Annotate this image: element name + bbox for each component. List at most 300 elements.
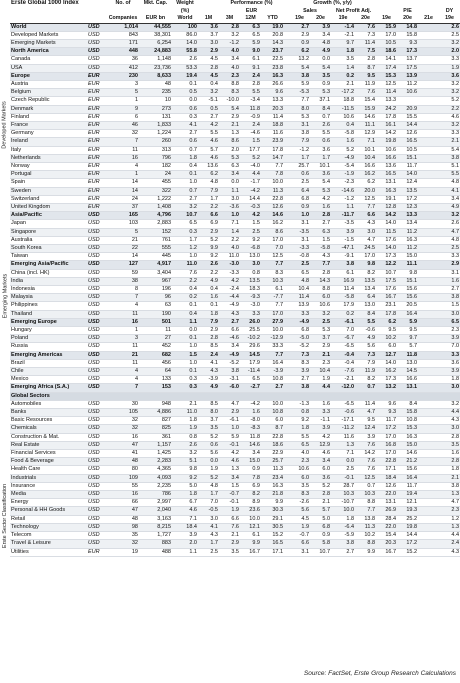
value-cell: 6.1 xyxy=(240,56,261,64)
value-cell xyxy=(219,392,240,400)
value-cell: 4.4 xyxy=(240,171,261,179)
value-cell xyxy=(418,261,439,269)
value-cell: 2.3 xyxy=(439,507,460,515)
value-cell: 9.5 xyxy=(355,72,376,80)
value-cell: 105 xyxy=(107,409,139,417)
value-cell: 4,917 xyxy=(139,261,172,269)
value-cell: 7.6 xyxy=(355,466,376,474)
row-label: Japan xyxy=(10,220,87,228)
value-cell xyxy=(418,171,439,179)
value-cell: 109 xyxy=(107,474,139,482)
value-cell: 1.3 xyxy=(219,130,240,138)
value-cell: 1.3 xyxy=(439,491,460,499)
value-cell: 273 xyxy=(139,105,172,113)
value-cell: -10.7 xyxy=(331,499,355,507)
value-cell: 16 xyxy=(107,154,139,162)
value-cell: 6.6 xyxy=(219,327,240,335)
header-weight-unit: (%) xyxy=(172,8,198,16)
value-cell: -3.1 xyxy=(219,376,240,384)
value-cell: 14.3 xyxy=(261,39,284,47)
table-row xyxy=(10,138,460,146)
index-table xyxy=(10,0,460,557)
value-cell: 4,796 xyxy=(139,212,172,220)
value-cell: 2.5 xyxy=(439,244,460,252)
value-cell: 22.9 xyxy=(261,450,284,458)
value-cell xyxy=(418,236,439,244)
row-label: Norway xyxy=(10,162,87,170)
value-cell xyxy=(418,376,439,384)
table-row xyxy=(10,425,460,433)
value-cell: 1.0 xyxy=(172,343,198,351)
value-cell: 11.6 xyxy=(261,130,284,138)
table-row xyxy=(10,228,460,236)
value-cell: 2.8 xyxy=(310,269,331,277)
value-cell: 3.8 xyxy=(439,482,460,490)
currency-cell: EUR xyxy=(87,89,107,97)
table-row xyxy=(10,146,460,154)
value-cell xyxy=(418,458,439,466)
value-cell: -8.3 xyxy=(240,425,261,433)
value-cell: 2.2 xyxy=(439,105,460,113)
value-cell: 12.4 xyxy=(397,179,418,187)
value-cell: 32 xyxy=(107,540,139,548)
value-cell: 13.0 xyxy=(355,302,376,310)
value-cell: 6.3 xyxy=(219,162,240,170)
value-cell: 1.7 xyxy=(310,154,331,162)
row-label: Philippines xyxy=(10,302,87,310)
row-label: Retail xyxy=(10,515,87,523)
value-cell: 3.2 xyxy=(310,310,331,318)
value-cell: 0.0 xyxy=(219,179,240,187)
value-cell: 6.5 xyxy=(289,269,310,277)
table-row xyxy=(10,56,460,64)
row-label: Technology xyxy=(10,523,87,531)
value-cell: 13.1 xyxy=(376,179,397,187)
value-cell: 15.6 xyxy=(397,286,418,294)
table-row xyxy=(10,64,460,72)
value-cell: -0.4 xyxy=(331,351,355,359)
table-row xyxy=(10,343,460,351)
value-cell: 15.9 xyxy=(355,105,376,113)
value-cell: -10.0 xyxy=(219,97,240,105)
value-cell xyxy=(397,392,418,400)
value-cell: 8.8 xyxy=(355,499,376,507)
value-cell: -6.5 xyxy=(331,400,355,408)
value-cell: 2.5 xyxy=(310,318,331,326)
value-cell: 17.0 xyxy=(355,253,376,261)
currency-cell: USD xyxy=(87,491,107,499)
value-cell: 196 xyxy=(139,286,172,294)
value-cell: 14.2 xyxy=(376,130,397,138)
header-weight: Weight xyxy=(172,0,198,8)
value-cell xyxy=(418,146,439,154)
value-cell: -0.1 xyxy=(331,474,355,482)
currency-cell: EUR xyxy=(87,105,107,113)
value-cell: 2.7 xyxy=(172,195,198,203)
value-cell: 5.2 xyxy=(198,236,219,244)
row-label: Asia/Pacific xyxy=(10,212,87,220)
value-cell: 6.0 xyxy=(261,417,284,425)
value-cell xyxy=(418,441,439,449)
value-cell: 3.0 xyxy=(219,195,240,203)
value-cell: 0.7 xyxy=(172,187,198,195)
value-cell: -5.9 xyxy=(331,532,355,540)
value-cell: 8.3 xyxy=(261,269,284,277)
value-cell: 6.5 xyxy=(439,318,460,326)
value-cell: 13.0 xyxy=(240,253,261,261)
value-cell: 0.3 xyxy=(172,113,198,121)
value-cell: 25.7 xyxy=(261,458,284,466)
value-cell: 2.7 xyxy=(289,376,310,384)
value-cell: 8.8 xyxy=(219,80,240,88)
value-cell: 13.7 xyxy=(397,56,418,64)
currency-cell: USD xyxy=(87,39,107,47)
value-cell: 5 xyxy=(107,228,139,236)
aggregate-row xyxy=(10,261,460,269)
table-row xyxy=(10,499,460,507)
value-cell: 5.7 xyxy=(397,343,418,351)
header-growth: Growth (%, y/y) xyxy=(289,0,376,8)
value-cell: 5.2 xyxy=(310,482,331,490)
value-cell: 2.2 xyxy=(198,269,219,277)
value-cell: 13.3 xyxy=(397,212,418,220)
value-cell: 4.3 xyxy=(310,253,331,261)
value-cell: 9.5 xyxy=(355,417,376,425)
value-cell: 12.9 xyxy=(310,441,331,449)
value-cell: 19.8 xyxy=(397,523,418,531)
value-cell: 13.5 xyxy=(240,277,261,285)
value-cell: 17.0 xyxy=(376,31,397,39)
value-cell: 15.6 xyxy=(397,466,418,474)
table-row xyxy=(10,532,460,540)
value-cell: 6.0 xyxy=(310,294,331,302)
value-cell: 6.2 xyxy=(355,179,376,187)
value-cell: 8.3 xyxy=(289,359,310,367)
value-cell: 1,222 xyxy=(139,195,172,203)
row-label: World xyxy=(10,23,87,31)
value-cell: 2.6 xyxy=(172,441,198,449)
value-cell: 3.6 xyxy=(310,171,331,179)
value-cell: 0.5 xyxy=(198,105,219,113)
value-cell: -0.7 xyxy=(289,532,310,540)
value-cell: 13.5 xyxy=(355,277,376,285)
currency-cell: EUR xyxy=(87,187,107,195)
currency-cell: USD xyxy=(87,64,107,72)
value-cell: 7.9 xyxy=(289,138,310,146)
value-cell: -3.5 xyxy=(289,228,310,236)
value-cell: 2.1 xyxy=(219,121,240,129)
currency-cell: USD xyxy=(87,433,107,441)
value-cell: 19.1 xyxy=(376,195,397,203)
value-cell: 11.2 xyxy=(397,228,418,236)
value-cell: 0.7 xyxy=(355,384,376,392)
value-cell: 10.6 xyxy=(289,466,310,474)
value-cell: 171 xyxy=(107,39,139,47)
value-cell: -0.1 xyxy=(219,441,240,449)
value-cell: -3.9 xyxy=(198,376,219,384)
value-cell: 13.3 xyxy=(376,97,397,105)
value-cell: 2.7 xyxy=(289,23,310,31)
value-cell: 1,425 xyxy=(139,450,172,458)
value-cell: 5.5 xyxy=(439,171,460,179)
value-cell: 3.3 xyxy=(310,409,331,417)
value-cell: 7.7 xyxy=(355,203,376,211)
value-cell: 7.1 xyxy=(331,450,355,458)
value-cell: 6.5 xyxy=(289,441,310,449)
value-cell: 1 xyxy=(107,97,139,105)
value-cell: 12.7 xyxy=(376,351,397,359)
row-label: Travel & Leisure xyxy=(10,540,87,548)
value-cell: 2,235 xyxy=(139,482,172,490)
value-cell: 22.8 xyxy=(261,433,284,441)
value-cell: 825 xyxy=(139,425,172,433)
value-cell: 10.0 xyxy=(331,507,355,515)
value-cell: 1.8 xyxy=(172,154,198,162)
value-cell: 16.7 xyxy=(376,294,397,302)
row-label: Austria xyxy=(10,80,87,88)
value-cell: 883 xyxy=(139,540,172,548)
region-sidebar xyxy=(0,23,10,666)
value-cell: 14.0 xyxy=(376,220,397,228)
value-cell: 2.4 xyxy=(240,72,261,80)
value-cell: 3.8 xyxy=(439,294,460,302)
value-cell: 4.0 xyxy=(219,244,240,252)
value-cell: 4.9 xyxy=(310,48,331,56)
value-cell: 10.8 xyxy=(261,376,284,384)
value-cell: 6.0 xyxy=(310,466,331,474)
currency-cell: EUR xyxy=(87,162,107,170)
table-row xyxy=(10,171,460,179)
value-cell: 1.0 xyxy=(289,212,310,220)
value-cell xyxy=(418,368,439,376)
value-cell: -4.4 xyxy=(219,294,240,302)
value-cell: 0.9 xyxy=(310,532,331,540)
value-cell: -4.6 xyxy=(240,130,261,138)
currency-cell: EUR xyxy=(87,130,107,138)
value-cell: 8.7 xyxy=(261,425,284,433)
value-cell: -6.0 xyxy=(219,384,240,392)
value-cell: 3.7 xyxy=(198,31,219,39)
value-cell: 5.2 xyxy=(439,97,460,105)
value-cell: 1.2 xyxy=(172,244,198,252)
value-cell: 6.2 xyxy=(289,48,310,56)
value-cell: 11 xyxy=(107,359,139,367)
row-label: United Kingdom xyxy=(10,203,87,211)
value-cell: 15.4 xyxy=(355,97,376,105)
row-label: Emerging Asia/Pacific xyxy=(10,261,87,269)
value-cell: 38 xyxy=(107,277,139,285)
value-cell xyxy=(418,269,439,277)
value-cell: 12.5 xyxy=(376,80,397,88)
value-cell: -5.8 xyxy=(331,294,355,302)
value-cell: 3.2 xyxy=(219,31,240,39)
source-note: Source: FactSet, Erste Group Research Calculations xyxy=(303,670,456,677)
value-cell: 15.5 xyxy=(397,113,418,121)
value-cell: 2.7 xyxy=(261,384,284,392)
value-cell: 3.6 xyxy=(310,146,331,154)
value-cell: 2.7 xyxy=(439,286,460,294)
value-cell: 5.5 xyxy=(198,130,219,138)
aggregate-row xyxy=(10,212,460,220)
value-cell: 17.0 xyxy=(376,433,397,441)
value-cell: 412 xyxy=(107,64,139,72)
value-cell: 17.5 xyxy=(376,277,397,285)
value-cell: 0.5 xyxy=(172,89,198,97)
value-cell: 1.4 xyxy=(219,228,240,236)
value-cell: 4.5 xyxy=(198,56,219,64)
value-cell xyxy=(418,121,439,129)
value-cell: 1,157 xyxy=(139,441,172,449)
value-cell: 8,633 xyxy=(139,72,172,80)
row-label: Europe xyxy=(10,72,87,80)
value-cell: 1.4 xyxy=(331,64,355,72)
value-cell: 2,997 xyxy=(139,499,172,507)
value-cell: 2.3 xyxy=(289,458,310,466)
currency-cell: USD xyxy=(87,335,107,343)
currency-cell: USD xyxy=(87,384,107,392)
value-cell: 3 xyxy=(107,335,139,343)
table-row xyxy=(10,179,460,187)
value-cell xyxy=(418,310,439,318)
value-cell xyxy=(418,187,439,195)
value-cell: 3.2 xyxy=(439,121,460,129)
value-cell: 15.4 xyxy=(376,532,397,540)
value-cell: 23.7 xyxy=(261,48,284,56)
value-cell: 7.7 xyxy=(261,302,284,310)
value-cell: 0.2 xyxy=(331,310,355,318)
value-cell: 15.9 xyxy=(376,23,397,31)
currency-cell: USD xyxy=(87,376,107,384)
value-cell: 15.1 xyxy=(397,154,418,162)
row-label: Utilities xyxy=(10,548,87,556)
value-cell: 1.5 xyxy=(439,302,460,310)
value-cell: -1.5 xyxy=(331,236,355,244)
value-cell: 11.4 xyxy=(355,39,376,47)
value-cell: 32 xyxy=(107,417,139,425)
value-cell: 2.9 xyxy=(198,327,219,335)
value-cell: 14.0 xyxy=(172,39,198,47)
currency-cell xyxy=(87,392,107,400)
table-row xyxy=(10,130,460,138)
value-cell: 0.0 xyxy=(310,56,331,64)
value-cell: 456 xyxy=(139,359,172,367)
row-label: France xyxy=(10,121,87,129)
value-cell: 9.2 xyxy=(172,474,198,482)
value-cell: 17.8 xyxy=(376,310,397,318)
value-cell: 7.3 xyxy=(355,351,376,359)
value-cell: -3.5 xyxy=(331,220,355,228)
value-cell: 3.6 xyxy=(310,474,331,482)
value-cell xyxy=(240,392,261,400)
value-cell: 10.0 xyxy=(261,400,284,408)
value-cell: 7.5 xyxy=(355,48,376,56)
row-label: India xyxy=(10,277,87,285)
currency-cell: USD xyxy=(87,359,107,367)
value-cell: 4.8 xyxy=(310,39,331,47)
value-cell: 100 xyxy=(172,23,198,31)
value-cell: 2.6 xyxy=(172,56,198,64)
value-cell: 18.6 xyxy=(376,48,397,56)
value-cell: 24 xyxy=(107,195,139,203)
value-cell: 501 xyxy=(139,318,172,326)
value-cell: 6.1 xyxy=(331,269,355,277)
value-cell: 5.3 xyxy=(310,89,331,97)
value-cell: 3.4 xyxy=(240,450,261,458)
row-label: Industrials xyxy=(10,474,87,482)
table-row xyxy=(10,195,460,203)
value-cell: 6.6 xyxy=(219,515,240,523)
value-cell: 11.4 xyxy=(355,400,376,408)
value-cell: 6.5 xyxy=(240,376,261,384)
row-label: Poland xyxy=(10,335,87,343)
value-cell: -0.6 xyxy=(355,327,376,335)
value-cell xyxy=(418,318,439,326)
value-cell xyxy=(418,474,439,482)
value-cell: 12.2 xyxy=(376,261,397,269)
value-cell: 843 xyxy=(107,31,139,39)
value-cell: 6.2 xyxy=(198,171,219,179)
value-cell: 3.2 xyxy=(172,203,198,211)
value-cell: 17.0 xyxy=(261,310,284,318)
value-cell: 2.9 xyxy=(219,409,240,417)
value-cell: 4.9 xyxy=(198,384,219,392)
value-cell: 3.8 xyxy=(331,261,355,269)
value-cell: 11.0 xyxy=(172,261,198,269)
value-cell: 5.2 xyxy=(331,146,355,154)
value-cell xyxy=(418,532,439,540)
row-label: Netherlands xyxy=(10,154,87,162)
value-cell xyxy=(331,392,355,400)
value-cell: 1.8 xyxy=(331,515,355,523)
value-cell xyxy=(418,72,439,80)
value-cell: 16.3 xyxy=(261,482,284,490)
value-cell: 7.6 xyxy=(219,523,240,531)
value-cell: 0.0 xyxy=(172,327,198,335)
value-cell: 26.6 xyxy=(261,80,284,88)
value-cell: 10.5 xyxy=(397,146,418,154)
value-cell: 1.6 xyxy=(331,138,355,146)
value-cell: 0.1 xyxy=(172,335,198,343)
value-cell: -3.0 xyxy=(240,302,261,310)
value-cell: 5.4 xyxy=(310,179,331,187)
value-cell: 3.2 xyxy=(439,39,460,47)
value-cell: 4.2 xyxy=(219,277,240,285)
aggregate-row xyxy=(10,318,460,326)
value-cell: 21 xyxy=(107,236,139,244)
currency-cell: EUR xyxy=(87,179,107,187)
value-cell: 4.2 xyxy=(310,195,331,203)
value-cell: 5.2 xyxy=(240,154,261,162)
value-cell: 29.1 xyxy=(261,515,284,523)
value-cell: 2.9 xyxy=(198,48,219,56)
row-label: Basic Resources xyxy=(10,417,87,425)
value-cell: 16.2 xyxy=(376,368,397,376)
value-cell xyxy=(261,392,284,400)
value-cell: 7.0 xyxy=(331,327,355,335)
value-cell: 3.1 xyxy=(439,269,460,277)
value-cell: 1.1 xyxy=(172,318,198,326)
value-cell: 14.6 xyxy=(240,441,261,449)
value-cell: -14.6 xyxy=(331,187,355,195)
value-cell: 23.1 xyxy=(376,302,397,310)
row-label: Mexico xyxy=(10,376,87,384)
table-row xyxy=(10,540,460,548)
value-cell: 11.4 xyxy=(331,286,355,294)
value-cell: 24,883 xyxy=(139,48,172,56)
value-cell: -1.3 xyxy=(289,400,310,408)
value-cell: 1.3 xyxy=(439,523,460,531)
value-cell: 1.5 xyxy=(240,220,261,228)
